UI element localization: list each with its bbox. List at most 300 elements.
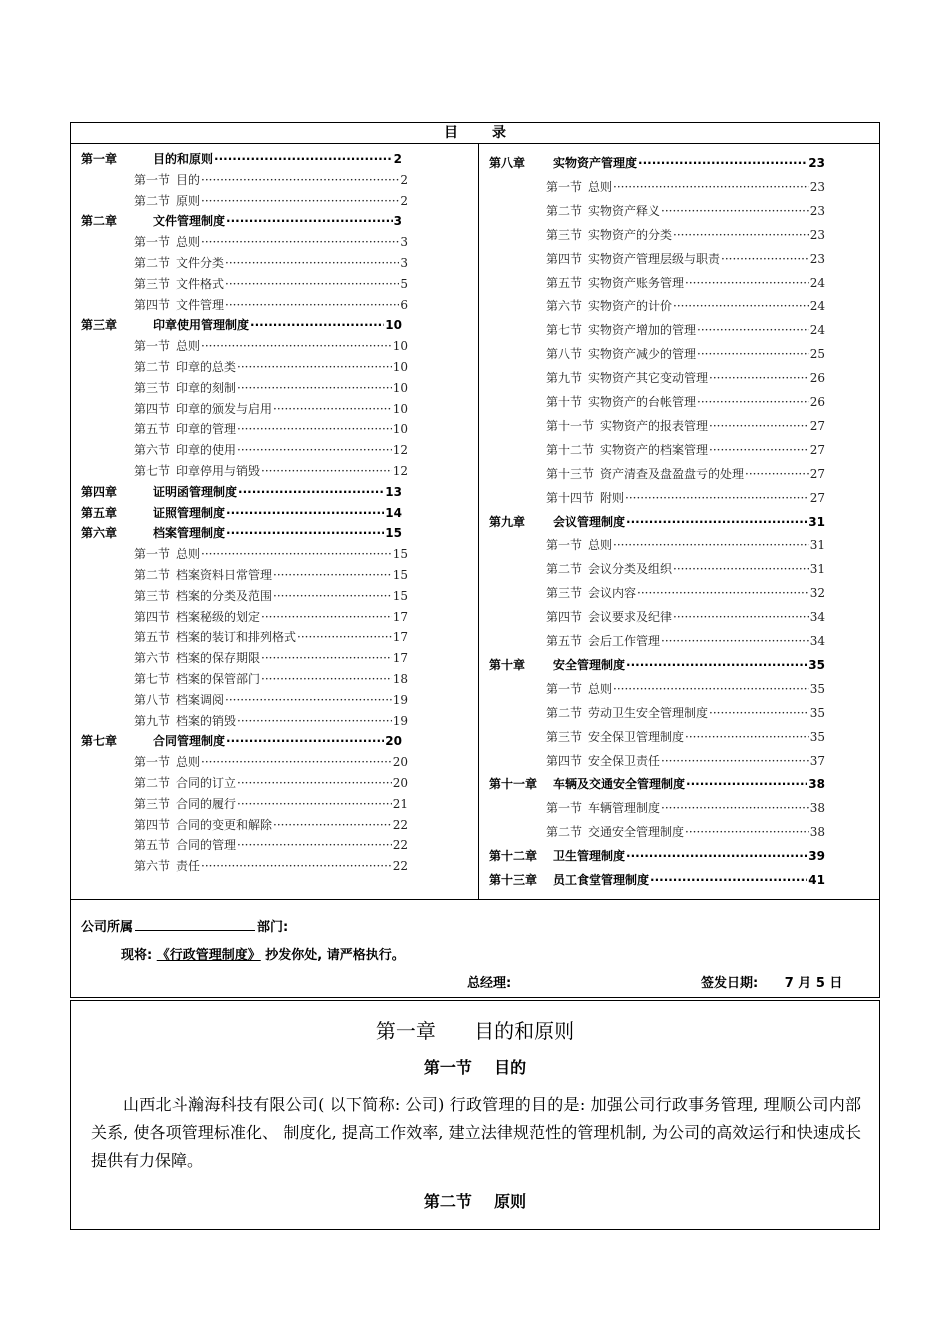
toc-entry-label: 第一章 [81,152,118,166]
toc-entry-page: 37 [809,753,825,768]
toc-entry-title: 档案资料日常管理 [176,568,273,582]
toc-entry-label: 第一节 [546,681,583,696]
chapter-title: 第一章 目的和原则 [375,1019,575,1043]
toc-entry-page: 10 [392,339,408,354]
toc-entry-right-29[interactable] [489,846,825,866]
toc-entry-title: 档案的销毁 [176,713,237,728]
toc-entry-label: 第一节 [134,172,171,187]
toc-entry-left-2[interactable] [134,191,408,211]
toc-entry-right-12[interactable] [546,440,825,460]
toc-leader-dots [226,211,393,231]
toc-entry-left-24[interactable] [134,648,408,668]
toc-entry-title: 实物资产的档案管理 [600,442,709,457]
toc-entry-left-12[interactable] [134,399,408,419]
toc-entry-title: 总则 [176,235,201,250]
toc-entry-page: 10 [392,380,408,395]
toc-entry-title: 实物资产的分类 [588,227,673,242]
toc-entry-page: 6 [400,297,408,312]
toc-entry-label: 第二节 [134,256,171,270]
toc-entry-page: 34 [809,634,825,648]
toc-entry-label: 第三节 [134,276,171,291]
toc-entry-right-9[interactable] [546,368,825,388]
toc-leader-dots [613,535,809,555]
toc-entry-title: 总则 [588,538,613,553]
toc-entry-title: 实物资产账务管理 [588,275,685,290]
toc-entry-label: 第七节 [134,672,171,686]
toc-entry-right-5[interactable] [546,273,825,293]
toc-entry-left-32[interactable] [134,815,408,835]
toc-entry-label: 第四章 [81,484,118,499]
toc-entry-label: 第一节 [134,235,171,250]
chapter-one-page [70,1000,880,1230]
toc-entry-title: 总则 [176,339,201,354]
toc-entry-label: 第十二节 [546,442,595,457]
toc-entry-right-28[interactable] [546,822,825,842]
toc-leader-dots [625,488,809,508]
toc-entry-title: 附则 [600,490,625,505]
toc-leader-dots [709,440,809,460]
toc-entry-left-8[interactable] [81,315,402,335]
toc-entry-title: 文件管理制度 [153,214,226,229]
toc-entry-label: 第五节 [134,422,171,437]
toc-entry-label: 第六节 [134,651,171,666]
toc-entry-right-13[interactable] [546,464,825,484]
toc-entry-left-17[interactable] [81,503,402,523]
toc-entry-page: 32 [809,586,825,601]
toc-entry-label: 第二节 [134,568,171,582]
toc-entry-page: 10 [385,318,402,333]
toc-entry-right-22[interactable] [546,679,825,699]
toc-leader-dots [237,794,392,814]
toc-entry-title: 印章的颁发与启用 [176,401,273,416]
toc-entry-page: 2 [400,172,408,187]
toc-entry-title: 实物资产管理层级与职责 [588,251,721,266]
toc-entry-left-23[interactable] [134,627,408,647]
notice-prefix: 现将: [121,948,153,963]
toc-entry-page: 15 [385,526,402,541]
toc-title: 目录 [71,123,879,144]
toc-entry-left-9[interactable] [134,336,408,356]
toc-entry-label: 第十节 [546,395,583,409]
toc-entry-page: 24 [809,275,825,290]
toc-entry-title: 实物资产增加的管理 [588,323,697,338]
toc-entry-page: 23 [809,227,825,242]
toc-leader-dots [273,586,392,606]
toc-entry-title: 会议分类及组织 [588,562,673,577]
toc-leader-dots [226,523,384,543]
toc-leader-dots [225,253,399,273]
toc-left-column [71,143,479,899]
toc-leader-dots [661,631,809,651]
toc-entry-page: 23 [809,203,825,218]
toc-leader-dots [273,399,392,419]
toc-entry-title: 合同的履行 [176,796,237,811]
toc-leader-dots [261,461,392,481]
toc-entry-page: 27 [809,490,825,505]
toc-entry-title: 实物资产管理度 [553,156,638,170]
toc-entry-label: 第八章 [489,156,526,170]
toc-entry-left-20[interactable] [134,565,408,585]
toc-entry-page: 3 [400,256,408,270]
toc-entry-label: 第二节 [134,776,171,790]
toc-entry-page: 27 [809,418,825,433]
toc-entry-page: 26 [809,395,825,409]
toc-entry-left-7[interactable] [134,295,408,315]
toc-entry-label: 第三节 [546,586,583,601]
toc-entry-title: 总则 [588,179,613,194]
toc-entry-title: 会议管理制度 [553,514,626,529]
issue-date [701,972,842,991]
toc-entry-title: 总则 [588,681,613,696]
toc-entry-page: 25 [809,347,825,362]
toc-entry-left-5[interactable] [134,253,408,273]
toc-entry-label: 第一节 [546,538,583,553]
toc-leader-dots [201,170,399,190]
toc-entry-label: 第五节 [546,634,583,648]
toc-entry-page: 39 [808,849,825,864]
toc-entry-page: 2 [400,193,408,208]
toc-entry-left-14[interactable] [134,440,408,460]
toc-entry-title: 文件分类 [176,256,225,270]
toc-entry-page: 31 [808,514,825,529]
toc-entry-label: 第十三节 [546,466,595,481]
toc-leader-dots [273,565,392,585]
toc-entry-left-28[interactable] [81,731,402,751]
toc-entry-page: 22 [392,859,408,874]
toc-entry-page: 18 [392,672,408,686]
toc-leader-dots [201,336,392,356]
toc-entry-label: 第六节 [134,443,171,458]
toc-entry-left-11[interactable] [134,378,408,398]
notice-document: 《行政管理制度》 [156,948,261,963]
toc-entry-title: 印章的使用 [176,443,237,458]
toc-entry-page: 17 [392,651,408,666]
toc-entry-left-34[interactable] [134,856,408,876]
toc-entry-page: 15 [392,547,408,562]
toc-entry-right-2[interactable] [546,201,825,221]
gm-label: 总经理: [467,976,512,991]
toc-entry-label: 第二节 [546,203,583,218]
toc-entry-label: 第二章 [81,214,118,229]
toc-entry-left-1[interactable] [134,170,408,190]
toc-entry-label: 第四节 [546,610,583,625]
toc-entry-right-24[interactable] [546,727,825,747]
toc-entry-label: 第七章 [81,734,118,749]
toc-leader-dots [261,669,392,689]
toc-leader-dots [237,773,392,793]
toc-entry-title: 实物资产释义 [588,203,661,218]
toc-entry-page: 17 [392,630,408,645]
toc-entry-label: 第七节 [546,323,583,338]
notice-suffix: 抄发你处, 请严格执行。 [265,948,405,963]
toc-entry-label: 第三节 [134,796,171,811]
toc-entry-title: 原则 [176,193,201,208]
toc-entry-page: 34 [809,610,825,625]
toc-entry-label: 第六节 [134,859,171,874]
toc-entry-right-27[interactable] [546,798,825,818]
toc-entry-title: 合同的管理 [176,838,237,853]
toc-entry-title: 交通安全管理制度 [588,825,685,840]
toc-entry-label: 第五节 [546,275,583,290]
toc-leader-dots [638,153,807,173]
toc-entry-label: 第九节 [546,371,583,386]
toc-leader-dots [673,225,809,245]
toc-entry-right-23[interactable] [546,703,825,723]
toc-entry-title: 印章停用与销毁 [176,464,261,478]
toc-entry-left-4[interactable] [134,232,408,252]
toc-entry-left-13[interactable] [134,419,408,439]
toc-entry-left-0[interactable] [81,149,402,169]
toc-entry-page: 10 [392,422,408,437]
toc-leader-dots [721,249,809,269]
date-value: 7 月 5 日 [784,976,843,991]
toc-leader-dots [226,731,384,751]
toc-entry-label: 第八节 [134,692,171,707]
toc-entry-title: 安全管理制度 [553,657,626,672]
toc-entry-page: 35 [809,681,825,696]
toc-entry-label: 第四节 [134,401,171,416]
toc-entry-page: 19 [392,713,408,728]
toc-entry-left-18[interactable] [81,523,402,543]
toc-entry-label: 第一节 [134,755,171,770]
toc-entry-right-4[interactable] [546,249,825,269]
toc-entry-left-19[interactable] [134,544,408,564]
toc-entry-page: 3 [393,214,402,229]
toc-leader-dots [237,357,392,377]
toc-entry-left-30[interactable] [134,773,408,793]
toc-leader-dots [709,368,809,388]
toc-leader-dots [261,607,392,627]
toc-leader-dots [238,482,384,502]
toc-leader-dots [697,344,809,364]
toc-entry-right-7[interactable] [546,320,825,340]
toc-entry-label: 第三节 [546,227,583,242]
toc-entry-title: 证明函管理制度 [153,484,238,499]
toc-entry-right-18[interactable] [546,583,825,603]
date-label: 签发日期: [701,976,759,991]
toc-leader-dots [673,559,809,579]
toc-entry-page: 26 [809,371,825,386]
toc-entry-left-3[interactable] [81,211,402,231]
toc-leader-dots [673,607,809,627]
purpose-paragraph: 山西北斗瀚海科技有限公司( 以下简称: 公司) 行政管理的目的是: 加强公司行政事务管理, 理顺公司内部关系, 使各项管理标准化、 制度化, 提高工作效率, 建立法律规范性的管理机制, 为公司的高效运行和快速成长提供有力保障。 [91,1095,861,1170]
toc-entry-left-29[interactable] [134,752,408,772]
toc-entry-right-19[interactable] [546,607,825,627]
toc-entry-right-21[interactable] [489,655,825,675]
toc-entry-page: 17 [392,609,408,624]
toc-entry-title: 档案秘级的划定 [176,609,261,624]
toc-entry-label: 第四节 [134,817,171,832]
toc-entry-right-8[interactable] [546,344,825,364]
toc-entry-right-15[interactable] [489,512,825,532]
distribution-footer [71,899,879,998]
toc-entry-page: 35 [809,729,825,744]
toc-entry-title: 档案的装订和排列格式 [176,630,297,645]
toc-entry-left-21[interactable] [134,586,408,606]
toc-entry-title: 文件格式 [176,276,225,291]
toc-entry-page: 12 [392,443,408,458]
toc-leader-dots [709,416,809,436]
toc-entry-page: 22 [392,817,408,832]
toc-entry-title: 档案的分类及范围 [176,588,273,603]
toc-leader-dots [685,822,809,842]
toc-entry-label: 第六章 [81,526,118,541]
toc-leader-dots [201,752,392,772]
toc-entry-title: 总则 [176,755,201,770]
toc-entry-page: 24 [809,323,825,338]
toc-entry-right-1[interactable] [546,177,825,197]
toc-entry-label: 第二节 [134,360,171,374]
toc-leader-dots [613,177,809,197]
toc-entry-title: 总则 [176,547,201,562]
toc-entry-page: 27 [809,442,825,457]
toc-leader-dots [225,274,399,294]
toc-entry-page: 20 [392,755,408,770]
toc-entry-left-31[interactable] [134,794,408,814]
toc-entry-left-25[interactable] [134,669,408,689]
toc-leader-dots [237,711,392,731]
toc-entry-right-10[interactable] [546,392,825,412]
toc-entry-right-17[interactable] [546,559,825,579]
toc-leader-dots [613,679,809,699]
toc-entry-right-26[interactable] [489,774,825,794]
toc-entry-page: 3 [400,235,408,250]
toc-entry-page: 23 [809,251,825,266]
toc-entry-left-16[interactable] [81,482,402,502]
toc-entry-title: 证照管理制度 [153,505,226,520]
toc-entry-right-0[interactable] [489,153,825,173]
toc-entry-page: 15 [392,588,408,603]
toc-entry-title: 档案的保管部门 [176,672,261,686]
toc-entry-label: 第十二章 [489,849,538,864]
toc-entry-label: 第七节 [134,464,171,478]
toc-entry-label: 第五节 [134,630,171,645]
toc-entry-title: 档案的保存期限 [176,651,261,666]
toc-entry-left-15[interactable] [134,461,408,481]
dept-label: 部门: [257,920,289,935]
toc-entry-left-26[interactable] [134,690,408,710]
toc-leader-dots [685,727,809,747]
toc-entry-label: 第三节 [546,729,583,744]
toc-leader-dots [201,191,399,211]
toc-entry-page: 13 [385,484,402,499]
toc-leader-dots [297,627,392,647]
toc-entry-label: 第五节 [134,838,171,853]
toc-entry-page: 38 [809,825,825,840]
toc-entry-title: 印章的管理 [176,422,237,437]
toc-entry-page: 20 [392,776,408,790]
toc-leader-dots [237,835,392,855]
toc-leader-dots [673,296,809,316]
toc-entry-label: 第四节 [546,753,583,768]
toc-entry-title: 实物资产减少的管理 [588,347,697,362]
toc-entry-label: 第十一章 [489,777,538,792]
toc-entry-left-27[interactable] [134,711,408,731]
toc-leader-dots [273,815,392,835]
toc-entry-right-3[interactable] [546,225,825,245]
toc-entry-right-11[interactable] [546,416,825,436]
toc-entry-page: 23 [809,179,825,194]
toc-leader-dots [237,378,392,398]
toc-entry-right-25[interactable] [546,751,825,771]
toc-entry-right-16[interactable] [546,535,825,555]
toc-entry-title: 档案管理制度 [153,526,226,541]
toc-entry-page: 2 [393,152,402,166]
toc-leader-dots [201,232,399,252]
toc-entry-label: 第四节 [134,297,171,312]
toc-entry-title: 实物资产的报表管理 [600,418,709,433]
company-blank[interactable] [135,918,255,931]
toc-entry-title: 会议要求及纪律 [588,610,673,625]
toc-entry-left-33[interactable] [134,835,408,855]
section-title-principle: 第二节 原则 [423,1192,527,1211]
toc-entry-title: 印章使用管理制度 [153,318,250,333]
toc-entry-title: 档案调阅 [176,692,225,707]
toc-entry-page: 24 [809,299,825,314]
toc-entry-left-22[interactable] [134,607,408,627]
toc-leader-dots [226,503,384,523]
toc-entry-page: 35 [809,705,825,720]
toc-entry-page: 31 [809,562,825,577]
toc-entry-label: 第八节 [546,347,583,362]
toc-entry-title: 合同的订立 [176,776,237,790]
toc-entry-page: 38 [808,777,825,792]
toc-entry-label: 第三章 [81,318,118,333]
toc-entry-left-6[interactable] [134,274,408,294]
toc-leader-dots [626,655,807,675]
toc-leader-dots [225,690,392,710]
toc-entry-left-10[interactable] [134,357,408,377]
toc-leader-dots [661,798,809,818]
toc-entry-label: 第三节 [134,588,171,603]
toc-entry-page: 41 [808,873,825,887]
toc-entry-page: 31 [809,538,825,553]
toc-leader-dots [745,464,809,484]
toc-entry-page: 12 [392,464,408,478]
toc-entry-title: 责任 [176,859,201,874]
toc-entry-label: 第一节 [134,547,171,562]
toc-entry-title: 会议内容 [588,586,637,601]
toc-leader-dots [626,846,807,866]
toc-entry-right-20[interactable] [546,631,825,651]
toc-leader-dots [201,544,392,564]
toc-entry-title: 车辆管理制度 [588,801,661,816]
toc-entry-right-6[interactable] [546,296,825,316]
toc-right-column [479,143,879,899]
toc-leader-dots [201,856,392,876]
toc-leader-dots [237,440,392,460]
toc-entry-right-30[interactable] [489,870,825,890]
toc-leader-dots [697,392,809,412]
notice-line [121,944,405,963]
toc-entry-title: 印章的总类 [176,360,237,374]
toc-entry-title: 实物资产的计价 [588,299,673,314]
toc-leader-dots [250,315,384,335]
toc-entry-label: 第四节 [546,251,583,266]
toc-entry-page: 23 [808,156,825,170]
toc-entry-right-14[interactable] [546,488,825,508]
toc-entry-title: 会后工作管理 [588,634,661,648]
toc-entry-title: 合同的变更和解除 [176,817,273,832]
toc-leader-dots [261,648,392,668]
toc-entry-label: 第一节 [546,179,583,194]
company-dept-line [81,916,288,935]
toc-entry-page: 10 [392,360,408,374]
toc-leader-dots [686,774,807,794]
toc-entry-page: 38 [809,801,825,816]
toc-leader-dots [626,512,807,532]
toc-entry-page: 20 [385,734,402,749]
